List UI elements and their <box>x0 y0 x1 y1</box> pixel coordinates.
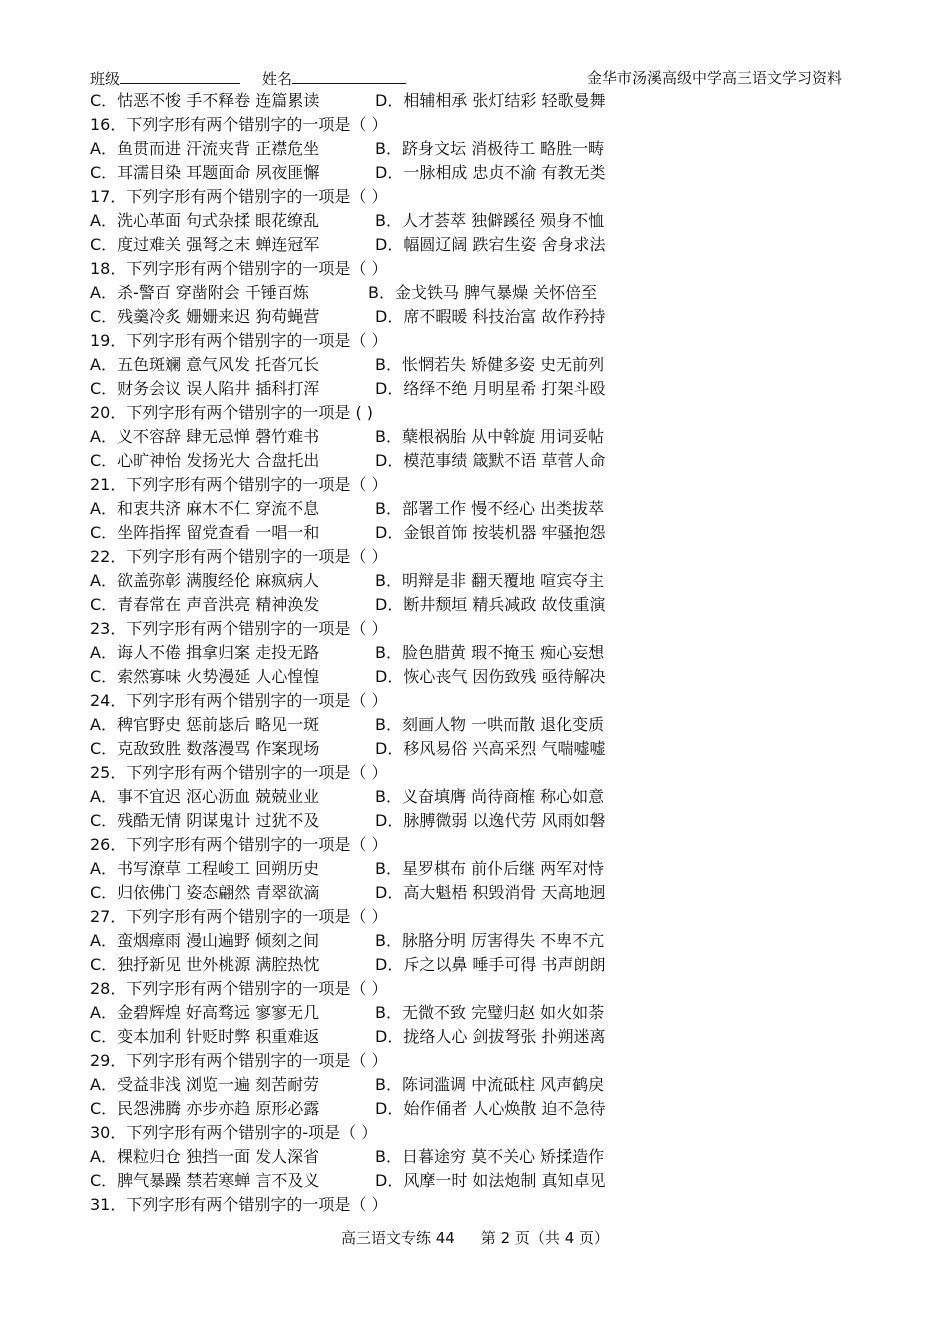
page-header <box>90 67 842 89</box>
option-right: B．日暮途穷 莫不关心 矫揉造作 <box>375 1147 605 1166</box>
question-text: 26．下列字形有两个错别字的一项是（ ） <box>90 835 388 854</box>
option-right: D．幅圆辽阔 跌宕生姿 舍身求法 <box>375 235 606 254</box>
question-text: 18．下列字形有两个错别字的一项是（ ） <box>90 259 388 278</box>
option-left: C．心旷神怡 发扬光大 合盘托出 <box>90 451 320 470</box>
option-left: A．欲盖弥彰 满腹经伦 麻疯病人 <box>90 571 320 590</box>
student-info <box>90 67 406 90</box>
option-right: B．部署工作 慢不经心 出类拔萃 <box>375 499 605 518</box>
option-left: A．蛮烟瘴雨 漫山遍野 倾刻之间 <box>90 931 320 950</box>
option-right: B．跻身文坛 消极待工 略胜一畴 <box>375 139 605 158</box>
option-row <box>90 449 850 473</box>
option-left: C．克敌致胜 数落漫骂 作案现场 <box>90 739 320 758</box>
option-left: C．归依佛门 姿态翩然 青翠欲滴 <box>90 883 320 902</box>
option-right: B．脉胳分明 厉害得失 不卑不亢 <box>375 931 605 950</box>
question-stem <box>90 977 850 1001</box>
option-row <box>90 281 850 305</box>
page-footer <box>0 1228 950 1248</box>
option-right: D．席不暇暖 科技治富 故作矜持 <box>375 307 606 326</box>
option-right: B．刻画人物 一哄而散 退化变质 <box>375 715 605 734</box>
option-row <box>90 569 850 593</box>
question-stem <box>90 1049 850 1073</box>
option-row <box>90 353 850 377</box>
question-stem <box>90 617 850 641</box>
option-right: D．高大魁梧 积毁消骨 天高地迥 <box>375 883 606 902</box>
option-row <box>90 665 850 689</box>
option-right: D．始作俑者 人心焕散 迫不急待 <box>375 1099 606 1118</box>
option-row <box>90 1073 850 1097</box>
question-text: 28．下列字形有两个错别字的一项是（ ） <box>90 979 388 998</box>
question-text: 22．下列字形有两个错别字的一项是（ ） <box>90 547 388 566</box>
option-right: B．怅惘若失 矫健多姿 史无前列 <box>375 355 605 374</box>
question-stem <box>90 905 850 929</box>
option-left: A．和衷共济 麻木不仁 穿流不息 <box>90 499 320 518</box>
option-right: D．斥之以鼻 唾手可得 书声朗朗 <box>375 955 606 974</box>
option-left: A．洗心革面 句式杂揉 眼花缭乱 <box>90 211 320 230</box>
option-left: C．青春常在 声音洪亮 精神涣发 <box>90 595 320 614</box>
question-stem <box>90 473 850 497</box>
option-right: B．星罗棋布 前仆后继 两军对恃 <box>375 859 605 878</box>
option-left: A．书写潦草 工程峻工 回朔历史 <box>90 859 320 878</box>
option-row <box>90 233 850 257</box>
option-row <box>90 857 850 881</box>
question-text: 16．下列字形有两个错别字的一项是（ ） <box>90 115 388 134</box>
option-row <box>90 161 850 185</box>
class-blank <box>120 67 240 84</box>
question-stem <box>90 761 850 785</box>
option-row <box>90 1145 850 1169</box>
option-left: A．金碧辉煌 好高骛远 寥寥无几 <box>90 1003 320 1022</box>
option-left: C．怙恶不悛 手不释卷 连篇累读 <box>90 91 320 110</box>
option-row <box>90 713 850 737</box>
option-row <box>90 953 850 977</box>
option-left: A．稗官野史 惩前毖后 略见一斑 <box>90 715 320 734</box>
question-text: 27．下列字形有两个错别字的一项是（ ） <box>90 907 388 926</box>
question-text: 24．下列字形有两个错别字的一项是（ ） <box>90 691 388 710</box>
option-right: D．模范事绩 箴默不语 草菅人命 <box>375 451 606 470</box>
option-left: C．残酷无情 阴谋鬼计 过犹不及 <box>90 811 320 830</box>
name-label: 姓名 <box>262 70 293 88</box>
option-right: B．明辩是非 翻天覆地 喧宾夺主 <box>375 571 605 590</box>
option-left: C．度过难关 强弩之末 蝉连冠军 <box>90 235 320 254</box>
option-left: C．残羹冷炙 姗姗来迟 狗苟蝇营 <box>90 307 320 326</box>
option-left: C．耳濡目染 耳题面命 夙夜匪懈 <box>90 163 320 182</box>
option-row <box>90 593 850 617</box>
option-row <box>90 305 850 329</box>
question-stem <box>90 1121 850 1145</box>
question-list <box>90 89 850 1217</box>
option-row <box>90 209 850 233</box>
option-left: C．变本加利 针贬时弊 积重难返 <box>90 1027 320 1046</box>
option-right: D．一脉相成 忠贞不渝 有教无类 <box>375 163 606 182</box>
option-left: C．索然寡味 火势漫延 人心惶惶 <box>90 667 320 686</box>
name-blank <box>292 67 406 84</box>
option-right: D．风摩一时 如法炮制 真知卓见 <box>375 1171 606 1190</box>
option-right: B．金戈铁马 脾气暴燥 关怀倍至 <box>368 283 598 302</box>
question-stem <box>90 401 850 425</box>
question-text: 23．下列字形有两个错别字的一项是（ ） <box>90 619 388 638</box>
question-stem <box>90 113 850 137</box>
option-right: D．拢络人心 剑拔弩张 扑朔迷离 <box>375 1027 606 1046</box>
option-left: C．财务会议 误人陷井 插科打浑 <box>90 379 320 398</box>
option-row <box>90 89 850 113</box>
option-right: D．移风易俗 兴高采烈 气喘嘘嘘 <box>375 739 606 758</box>
option-row <box>90 377 850 401</box>
option-left: A．事不宜迟 沤心沥血 兢兢业业 <box>90 787 320 806</box>
option-row <box>90 521 850 545</box>
option-row <box>90 425 850 449</box>
option-left: A．受益非浅 浏览一遍 刻苦耐劳 <box>90 1075 320 1094</box>
option-right: D．恢心丧气 因伤致残 亟待解决 <box>375 667 606 686</box>
footer-page-number: 第 2 页（共 4 页） <box>480 1229 610 1247</box>
option-row <box>90 881 850 905</box>
option-right: B．脸色腊黄 瑕不掩玉 痴心妄想 <box>375 643 605 662</box>
option-left: A．诲人不倦 揖拿归案 走投无路 <box>90 643 320 662</box>
option-left: A．杀-警百 穿凿附会 千锤百炼 <box>90 283 309 302</box>
option-right: D．脉膊微弱 以逸代劳 风雨如磐 <box>375 811 606 830</box>
option-row <box>90 1169 850 1193</box>
option-right: D．相辅相承 张灯结彩 轻歌曼舞 <box>375 91 606 110</box>
footer-course: 高三语文专练 44 <box>340 1229 455 1247</box>
option-row <box>90 1097 850 1121</box>
option-row <box>90 1025 850 1049</box>
option-row <box>90 1001 850 1025</box>
option-right: D．金银首饰 按装机器 牢骚抱怨 <box>375 523 606 542</box>
option-left: C．民怨沸腾 亦步亦趋 原形必露 <box>90 1099 320 1118</box>
class-label: 班级 <box>90 70 121 88</box>
question-text: 17．下列字形有两个错别字的一项是（ ） <box>90 187 388 206</box>
question-stem <box>90 257 850 281</box>
question-text: 21．下列字形有两个错别字的一项是（ ） <box>90 475 388 494</box>
question-stem <box>90 689 850 713</box>
option-left: C．脾气暴躁 禁若寒蝉 言不及义 <box>90 1171 320 1190</box>
question-text: 20．下列字形有两个错别字的一项是 ( ) <box>90 403 374 422</box>
question-stem <box>90 185 850 209</box>
question-text: 25．下列字形有两个错别字的一项是（ ） <box>90 763 388 782</box>
option-right: B．无微不致 完璧归赵 如火如荼 <box>375 1003 605 1022</box>
question-text: 30．下列字形有两个错别字的-项是（ ） <box>90 1123 378 1142</box>
question-text: 31．下列字形有两个错别字的一项是（ ） <box>90 1195 388 1214</box>
option-row <box>90 929 850 953</box>
option-row <box>90 809 850 833</box>
option-right: B．蘖根祸胎 从中斡旋 用词妥帖 <box>375 427 605 446</box>
question-text: 29．下列字形有两个错别字的一项是（ ） <box>90 1051 388 1070</box>
option-right: B．陈词滥调 中流砥柱 风声鹤戾 <box>375 1075 605 1094</box>
school-title: 金华市汤溪高级中学高三语文学习资料 <box>586 69 842 87</box>
option-row <box>90 497 850 521</box>
option-left: A．五色斑斓 意气风发 托沓冗长 <box>90 355 320 374</box>
option-row <box>90 785 850 809</box>
option-left: C．坐阵指挥 留党查看 一唱一和 <box>90 523 320 542</box>
question-stem <box>90 545 850 569</box>
option-left: A．棵粒归仓 独挡一面 发人深省 <box>90 1147 320 1166</box>
question-stem <box>90 1193 850 1217</box>
option-right: B．人才荟萃 独僻蹊径 殒身不恤 <box>375 211 605 230</box>
question-stem <box>90 329 850 353</box>
option-row <box>90 137 850 161</box>
option-right: B．义奋填膺 尚待商榷 称心如意 <box>375 787 605 806</box>
option-right: D．络绎不绝 月明星希 打架斗殴 <box>375 379 606 398</box>
option-row <box>90 641 850 665</box>
option-left: A．义不容辞 肆无忌惮 磬竹难书 <box>90 427 320 446</box>
option-left: C．独抒新见 世外桃源 满腔热忱 <box>90 955 320 974</box>
question-text: 19．下列字形有两个错别字的一项是（ ） <box>90 331 388 350</box>
question-stem <box>90 833 850 857</box>
option-left: A．鱼贯而进 汗流夹背 正襟危坐 <box>90 139 320 158</box>
option-right: D．断井颓垣 精兵减政 故伎重演 <box>375 595 606 614</box>
option-row <box>90 737 850 761</box>
